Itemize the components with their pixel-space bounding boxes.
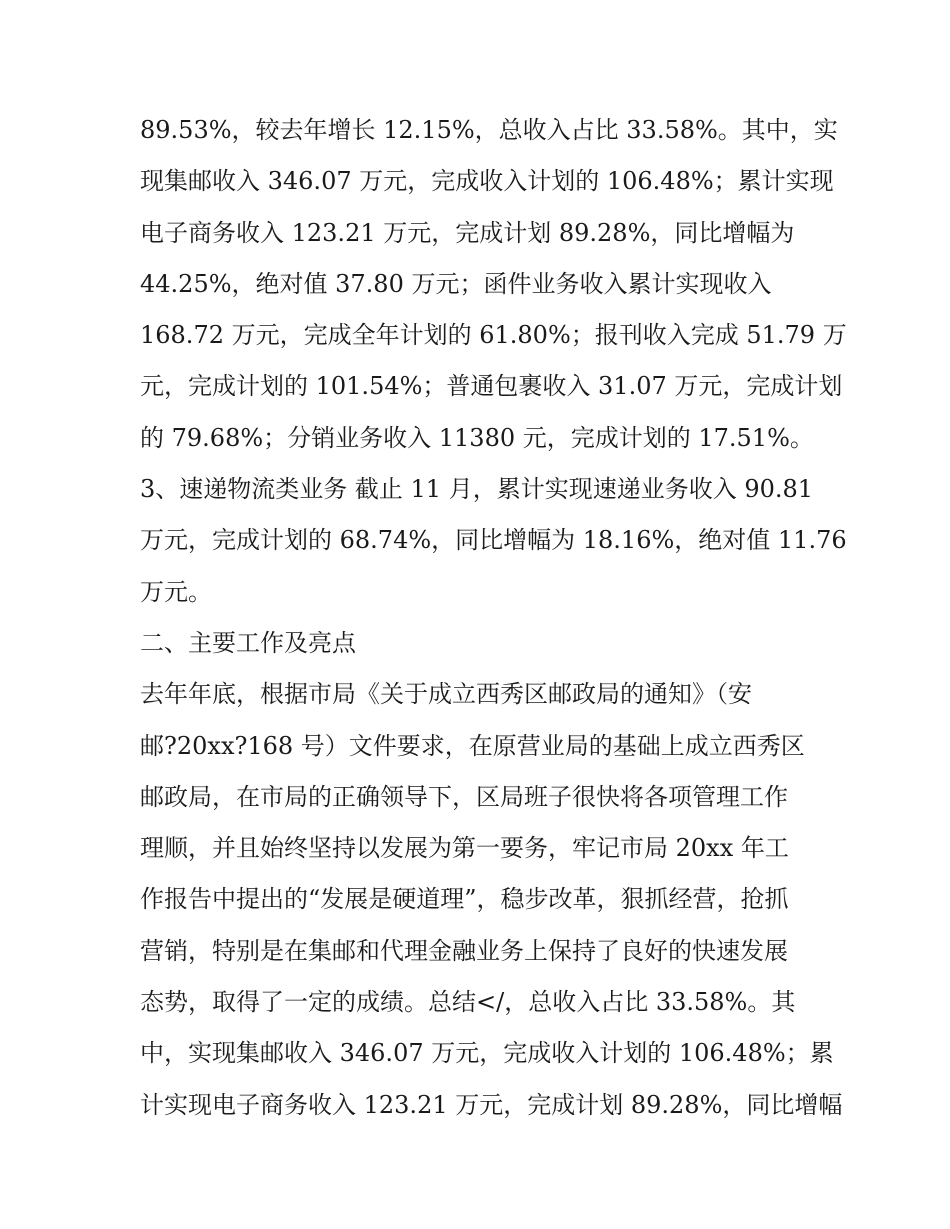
text-line: 态势，取得了一定的成绩。总结</，总收入占比 33.58%。其 bbox=[140, 988, 796, 1017]
text-line: 现集邮收入 346.07 万元，完成收入计划的 106.48%；累计实现 bbox=[140, 167, 834, 196]
text-line: 电子商务收入 123.21 万元，完成计划 89.28%，同比增幅为 bbox=[140, 218, 795, 247]
text-line: 89.53%，较去年增长 12.15%，总收入占比 33.58%。其中，实 bbox=[140, 116, 838, 144]
text-line: 理顺，并且始终坚持以发展为第一要务，牢记市局 20xx 年工 bbox=[140, 834, 789, 863]
text-line: 计实现电子商务收入 123.21 万元，完成计划 89.28%，同比增幅 bbox=[140, 1090, 843, 1119]
text-line: 去年年底，根据市局《关于成立西秀区邮政局的通知》（安 bbox=[140, 680, 752, 709]
text-line: 万元，完成计划的 68.74%，同比增幅为 18.16%，绝对值 11.76 bbox=[140, 526, 847, 555]
text-line: 邮?20xx?168 号）文件要求，在原营业局的基础上成立西秀区 bbox=[140, 731, 805, 760]
text-line: 营销，特别是在集邮和代理金融业务上保持了良好的快速发展 bbox=[140, 936, 788, 965]
text-line: 邮政局，在市局的正确领导下，区局班子很快将各项管理工作 bbox=[140, 782, 788, 811]
text-line: 的 79.68%；分销业务收入 11380 元，完成计划的 17.51%。 bbox=[140, 423, 814, 452]
text-line: 万元。 bbox=[140, 577, 212, 606]
text-line: 元，完成计划的 101.54%；普通包裹收入 31.07 万元，完成计划 bbox=[140, 372, 843, 401]
text-line: 作报告中提出的“发展是硬道理”，稳步改革，狠抓经营，抢抓 bbox=[140, 885, 789, 914]
text-line: 168.72 万元，完成全年计划的 61.80%；报刊收入完成 51.79 万 bbox=[140, 321, 847, 350]
section-heading: 二、主要工作及亮点 bbox=[140, 628, 356, 657]
section-item-3: 3、速递物流类业务 截止 11 月，累计实现速递业务收入 90.81 bbox=[140, 475, 814, 504]
text-line: 中，实现集邮收入 346.07 万元，完成收入计划的 106.48%；累 bbox=[140, 1039, 834, 1068]
text-line: 44.25%，绝对值 37.80 万元；函件业务收入累计实现收入 bbox=[140, 269, 772, 298]
body-text bbox=[140, 108, 847, 1134]
